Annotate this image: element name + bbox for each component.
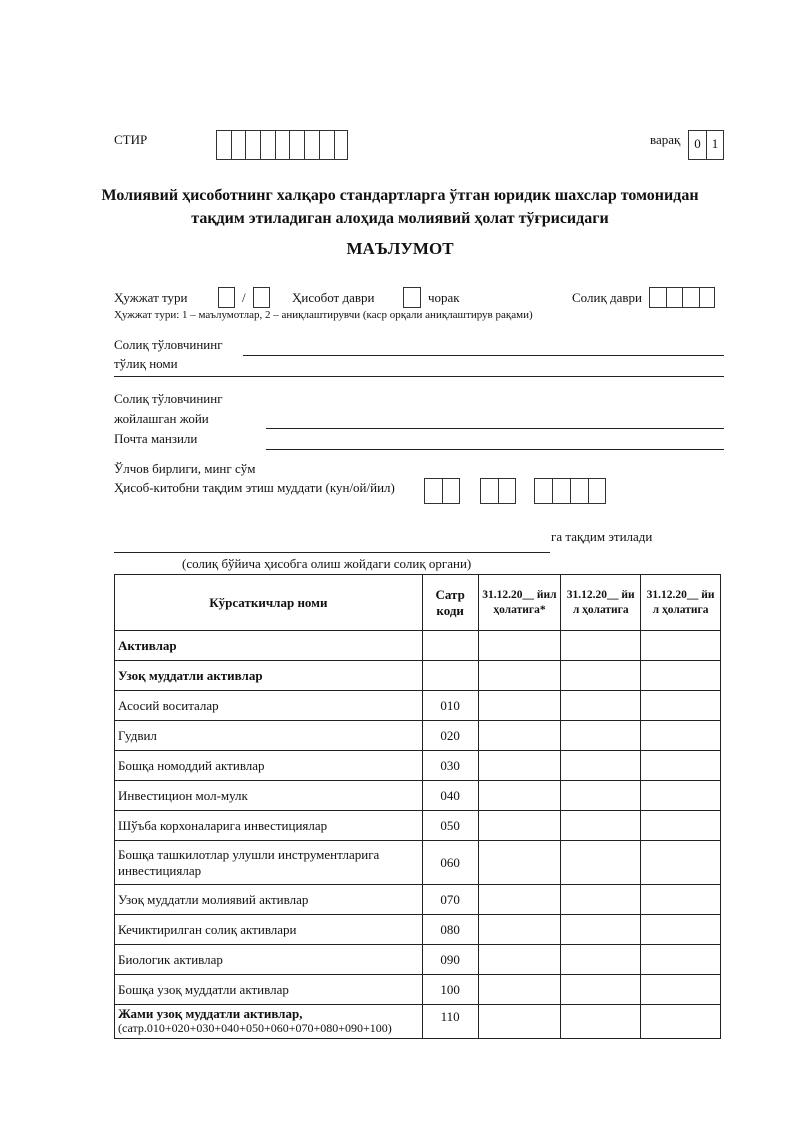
value-cell[interactable] xyxy=(641,915,721,945)
value-cell[interactable] xyxy=(478,1005,561,1039)
value-cell[interactable] xyxy=(478,945,561,975)
full-name-field-line-1[interactable] xyxy=(243,355,724,356)
value-cell[interactable] xyxy=(478,841,561,885)
table-row xyxy=(115,885,721,915)
header-col-1: 31.12.20__ йил ҳолатига* xyxy=(478,575,561,631)
row-code: 060 xyxy=(422,841,478,885)
tax-period-cells[interactable] xyxy=(649,287,715,308)
row-code: 020 xyxy=(422,721,478,751)
stir-input-cells[interactable] xyxy=(216,130,348,160)
row-code xyxy=(422,631,478,661)
table-row xyxy=(115,915,721,945)
value-cell[interactable] xyxy=(561,631,641,661)
value-cell[interactable] xyxy=(641,631,721,661)
row-code xyxy=(422,661,478,691)
quarter-box[interactable] xyxy=(403,287,421,308)
location-label-2: жойлашган жойи xyxy=(114,411,209,426)
row-code: 070 xyxy=(422,885,478,915)
table-row xyxy=(115,811,721,841)
total-row-title: Жами узоқ муддатли активлар, xyxy=(118,1006,303,1021)
deadline-month-cells[interactable] xyxy=(480,478,516,504)
row-code: 040 xyxy=(422,781,478,811)
value-cell[interactable] xyxy=(641,1005,721,1039)
row-name: Бошқа номоддий активлар xyxy=(115,751,423,781)
postal-field-line[interactable] xyxy=(266,449,724,450)
value-cell[interactable] xyxy=(478,811,561,841)
table-row xyxy=(115,781,721,811)
value-cell[interactable] xyxy=(561,885,641,915)
report-period-label: Ҳисобот даври xyxy=(292,290,375,305)
row-name: Узоқ муддатли активлар xyxy=(115,661,423,691)
title-line-2: тақдим этиладиган алоҳида молиявий ҳолат тўғрисидаги xyxy=(191,210,609,227)
sheet-number-cells[interactable] xyxy=(688,130,724,160)
deadline-day-cells[interactable] xyxy=(424,478,460,504)
stir-label: СТИР xyxy=(114,132,148,147)
unit-label: Ўлчов бирлиги, минг сўм xyxy=(114,461,256,476)
balance-table xyxy=(114,574,721,1039)
quarter-label: чорак xyxy=(428,290,460,305)
deadline-label: Ҳисоб-китобни тақдим этиш муддати (кун/ой/йил) xyxy=(114,480,395,495)
row-code: 010 xyxy=(422,691,478,721)
value-cell[interactable] xyxy=(478,751,561,781)
header-indicator-name: Кўрсаткичлар номи xyxy=(115,575,423,631)
table-row xyxy=(115,945,721,975)
value-cell[interactable] xyxy=(478,915,561,945)
value-cell[interactable] xyxy=(641,975,721,1005)
value-cell[interactable] xyxy=(561,1005,641,1039)
table-row-total xyxy=(115,1005,721,1039)
value-cell[interactable] xyxy=(478,691,561,721)
table-row xyxy=(115,975,721,1005)
row-code: 090 xyxy=(422,945,478,975)
value-cell[interactable] xyxy=(641,811,721,841)
value-cell[interactable] xyxy=(561,945,641,975)
title-line-3: МАЪЛУМОТ xyxy=(346,239,454,258)
value-cell[interactable] xyxy=(478,631,561,661)
value-cell[interactable] xyxy=(641,885,721,915)
table-row xyxy=(115,691,721,721)
tax-period-label: Солиқ даври xyxy=(572,290,642,305)
value-cell[interactable] xyxy=(561,841,641,885)
value-cell[interactable] xyxy=(561,751,641,781)
postal-label: Почта манзили xyxy=(114,431,198,446)
row-name: Бошқа узоқ муддатли активлар xyxy=(115,975,423,1005)
value-cell[interactable] xyxy=(478,781,561,811)
doc-type-note: Ҳужжат тури: 1 – маълумотлар, 2 – аниқлаштирувчи (каср орқали аниқлаштирув рақами) xyxy=(114,309,533,321)
row-name: Биологик активлар xyxy=(115,945,423,975)
submitted-to-label: га тақдим этилади xyxy=(551,529,653,544)
value-cell[interactable] xyxy=(478,661,561,691)
header-row-code: Сатр коди xyxy=(422,575,478,631)
row-name: Инвестицион мол-мулк xyxy=(115,781,423,811)
value-cell[interactable] xyxy=(561,915,641,945)
total-row-code: 110 xyxy=(422,1005,478,1039)
sheet-label: варақ xyxy=(650,132,681,147)
value-cell[interactable] xyxy=(561,781,641,811)
header-col-3: 31.12.20__ йи л ҳолатига xyxy=(641,575,721,631)
row-code: 100 xyxy=(422,975,478,1005)
value-cell[interactable] xyxy=(561,721,641,751)
full-name-label-2: тўлиқ номи xyxy=(114,356,178,371)
value-cell[interactable] xyxy=(641,945,721,975)
location-field-line[interactable] xyxy=(266,428,724,429)
row-code: 080 xyxy=(422,915,478,945)
row-name: Активлар xyxy=(115,631,423,661)
full-name-field-line-2[interactable] xyxy=(114,376,724,377)
row-name: Асосий воситалар xyxy=(115,691,423,721)
row-name: Кечиктирилган солиқ активлари xyxy=(115,915,423,945)
table-row xyxy=(115,661,721,691)
row-name: Шўъба корхоналарига инвестициялар xyxy=(115,811,423,841)
row-code: 050 xyxy=(422,811,478,841)
value-cell[interactable] xyxy=(641,721,721,751)
sheet-digit-1: 0 xyxy=(688,130,706,160)
doc-type-label: Ҳужжат тури xyxy=(114,290,188,305)
location-label-1: Солиқ тўловчининг xyxy=(114,391,223,406)
value-cell[interactable] xyxy=(641,691,721,721)
value-cell[interactable] xyxy=(478,975,561,1005)
value-cell[interactable] xyxy=(561,661,641,691)
tax-organ-note: (солиқ бўйича ҳисобга олиш жойдаги солиқ органи) xyxy=(182,556,472,571)
value-cell[interactable] xyxy=(561,691,641,721)
row-name: Узоқ муддатли молиявий активлар xyxy=(115,885,423,915)
value-cell[interactable] xyxy=(478,721,561,751)
row-code: 030 xyxy=(422,751,478,781)
table-row xyxy=(115,631,721,661)
tax-organ-field-line[interactable] xyxy=(114,552,550,553)
value-cell[interactable] xyxy=(641,661,721,691)
table-row xyxy=(115,841,721,885)
value-cell[interactable] xyxy=(641,781,721,811)
doc-type-box[interactable] xyxy=(218,287,235,308)
table-row xyxy=(115,721,721,751)
total-row-name xyxy=(115,1005,423,1039)
total-row-formula: (сатр.010+020+030+040+050+060+070+080+090+100) xyxy=(118,1021,392,1035)
doc-type-correction-box[interactable] xyxy=(253,287,270,308)
deadline-year-cells[interactable] xyxy=(534,478,606,504)
row-name: Гудвил xyxy=(115,721,423,751)
full-name-label-1: Солиқ тўловчининг xyxy=(114,337,223,352)
value-cell[interactable] xyxy=(641,751,721,781)
table-row xyxy=(115,751,721,781)
value-cell[interactable] xyxy=(478,885,561,915)
value-cell[interactable] xyxy=(561,811,641,841)
title-line-1: Молиявий ҳисоботнинг халқаро стандартларга ўтган юридик шахслар томонидан xyxy=(101,187,699,204)
doc-type-slash: / xyxy=(242,290,246,305)
value-cell[interactable] xyxy=(561,975,641,1005)
row-name: Бошқа ташкилотлар улушли инструментларига инвестициялар xyxy=(115,841,423,885)
value-cell[interactable] xyxy=(641,841,721,885)
header-col-2: 31.12.20__ йи л ҳолатига xyxy=(561,575,641,631)
sheet-digit-2: 1 xyxy=(706,130,724,160)
